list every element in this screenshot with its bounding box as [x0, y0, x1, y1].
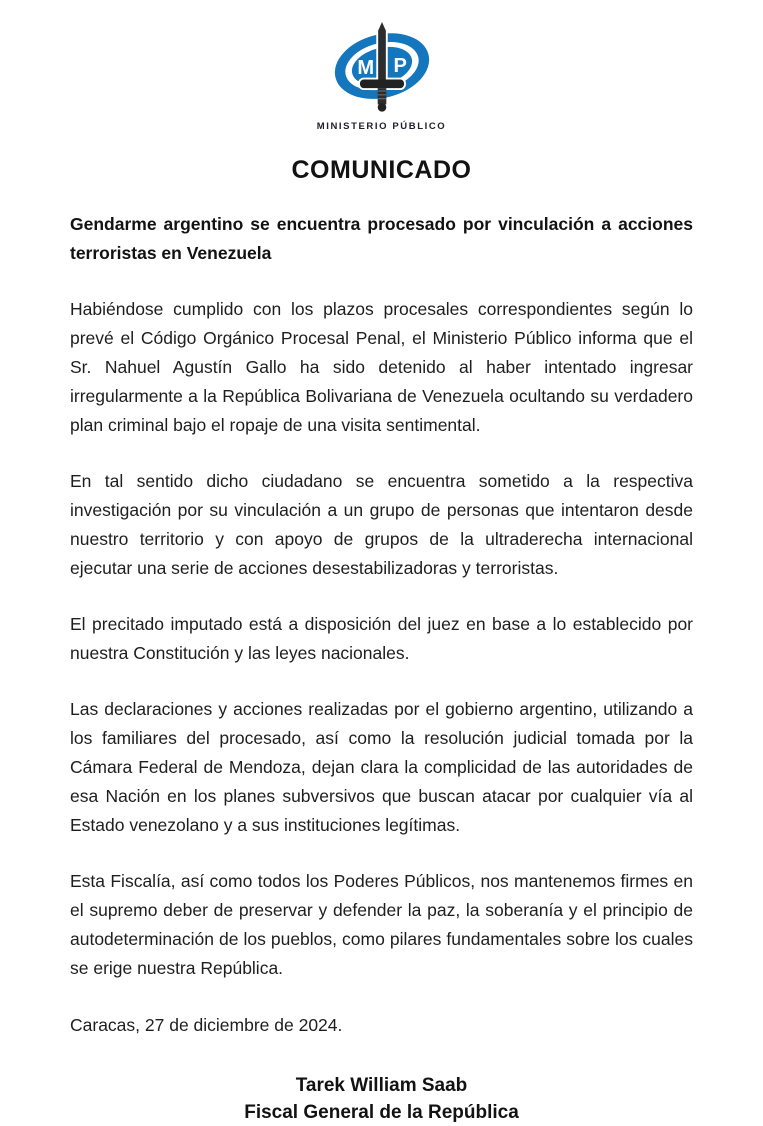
paragraph-3: El precitado imputado está a disposición del juez en base a lo establecido por nuestra Constitución y las leyes nacionales.	[70, 614, 693, 663]
document-title: COMUNICADO	[291, 156, 472, 184]
signature-name: Tarek William Saab	[295, 1075, 468, 1096]
paragraph-1: Habiéndose cumplido con los plazos procesales correspondientes según lo prevé el Código Orgánico Procesal Penal, el Ministerio Público informa que el Sr. Nahuel Agustín Gallo ha sido detenido al haber intentado ingresar irregularmente a la República Bolivariana de Venezuela ocultando su verdadero plan criminal bajo el ropaje de una visita sentimental.	[70, 299, 693, 435]
paragraph-2: En tal sentido dicho ciudadano se encuentra sometido a la respectiva investigación por su vinculación a un grupo de personas que intentaron desde nuestro territorio y con apoyo de grupos de la ultraderecha internacional ejecutar una serie de acciones desestabilizadoras y terroristas.	[70, 471, 693, 578]
dateline: Caracas, 27 de diciembre de 2024.	[70, 1015, 343, 1035]
document-heading: Gendarme argentino se encuentra procesado por vinculación a acciones terroristas en Venezuela	[70, 214, 693, 263]
logo-letter-m: M	[356, 56, 374, 79]
logo-caption: MINISTERIO PÚBLICO	[316, 121, 447, 132]
ministerio-publico-logo	[319, 22, 445, 114]
signature-title: Fiscal General de la República	[244, 1102, 519, 1123]
paragraph-5: Esta Fiscalía, así como todos los Poderes Públicos, nos mantenemos firmes en el supremo deber de preservar y defender la paz, la soberanía y el principio de autodeterminación de los pueblos, como pilares fundamentales sobre los cuales se erige nuestra República.	[70, 871, 693, 978]
paragraph-4: Las declaraciones y acciones realizadas por el gobierno argentino, utilizando a los familiares del procesado, así como la resolución judicial tomada por la Cámara Federal de Mendoza, dejan clara la complicidad de las autoridades de esa Nación en los planes subversivos que buscan atacar por cualquier vía al Estado venezolano y a sus instituciones legítimas.	[70, 699, 693, 835]
logo-letter-p: P	[392, 54, 407, 77]
logo-block	[70, 22, 693, 132]
signature-block	[70, 1072, 693, 1126]
